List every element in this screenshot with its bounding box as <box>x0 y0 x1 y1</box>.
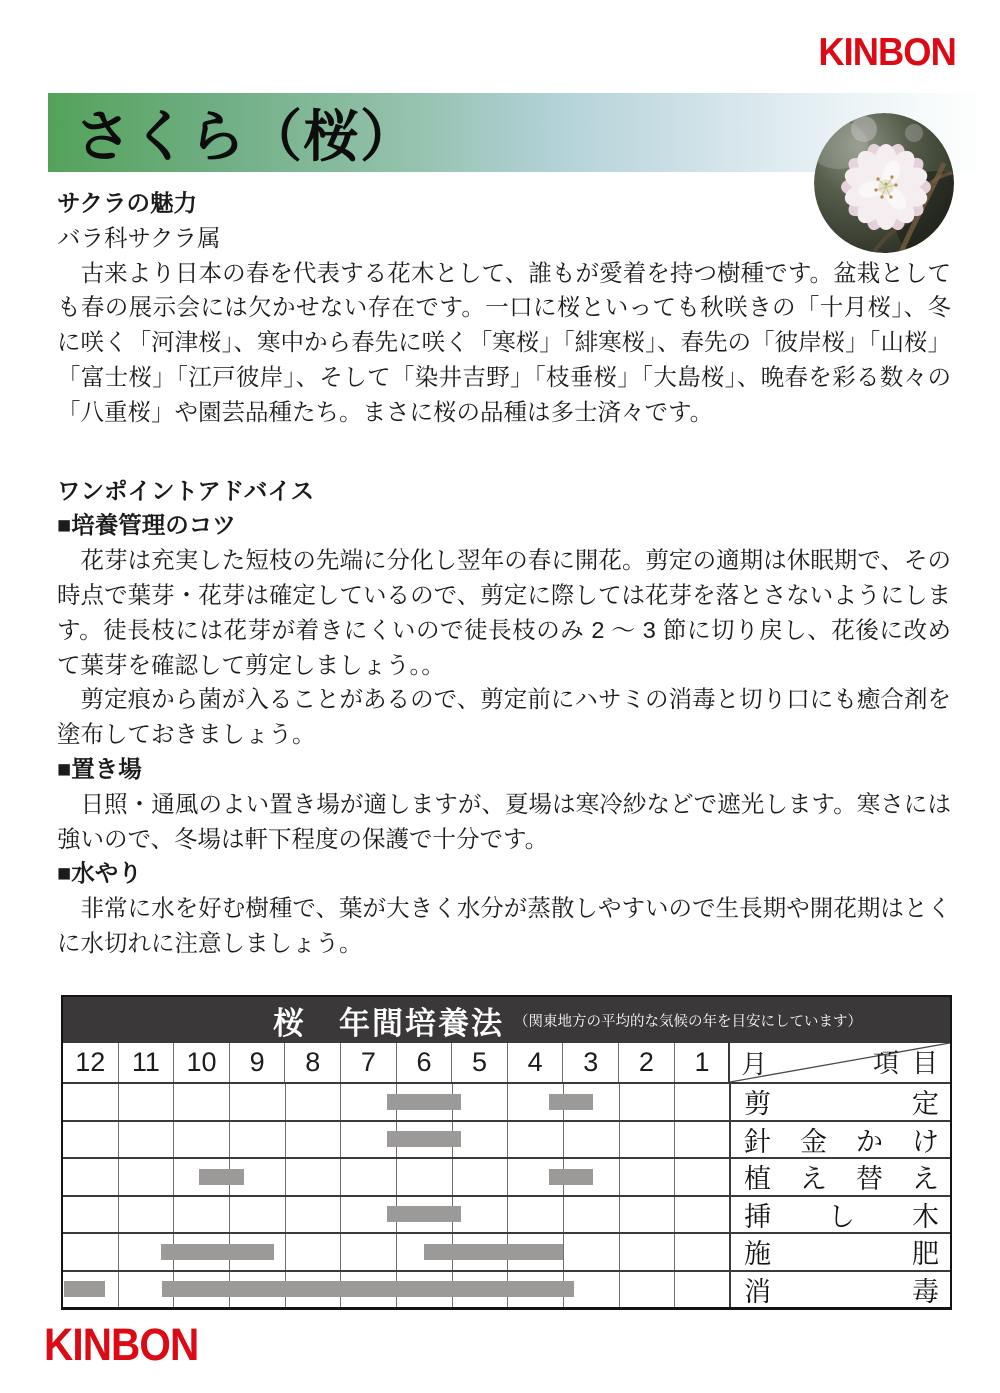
month-header-row <box>63 1043 950 1084</box>
month-cell: 11 <box>119 1043 175 1082</box>
annual-care-table <box>61 995 952 1310</box>
care-row-timeline <box>63 1084 730 1120</box>
care-row-timeline <box>63 1197 730 1233</box>
period-bar <box>199 1169 245 1185</box>
period-bar <box>387 1131 461 1147</box>
month-cell: 5 <box>452 1043 508 1082</box>
page-title: さくら（桜） <box>75 106 417 169</box>
period-bar <box>162 1281 573 1297</box>
intro-paragraph: 古来より日本の春を代表する花木として、誰もが愛着を持つ樹種です。盆栽としても春の展示会には欠かせない存在です。一口に桜といっても秋咲きの「十月桜」、冬に咲く「河津桜」、寒中から春先に咲く「寒桜」「緋寒桜」、春先の「彼岸桜」「山桜」「富士桜」「江戸彼岸」、そして「染井吉野」「枝垂桜」「大島桜」、晩春を彩る数々の「八重桜」や園芸品種たち。まさに桜の品種は多士済々です。 <box>57 259 951 425</box>
section-heading-advice: ワンポイントアドバイス <box>57 477 315 504</box>
section-heading-appeal: サクラの魅力 <box>57 190 198 216</box>
placement-paragraph: 日照・通風のよい置き場が適しますが、夏場は寒冷紗などで遮光します。寒さには強いので、冬場は軒下程度の保護で十分です。 <box>57 790 951 852</box>
care-row-label: 挿 し 木 <box>729 1197 949 1233</box>
care-row-label: 植 え 替 え <box>729 1159 949 1195</box>
care-table-header <box>63 997 950 1043</box>
subheading-care-tips: ■培養管理のコツ <box>57 512 236 539</box>
month-cell: 4 <box>508 1043 564 1082</box>
month-cell: 7 <box>341 1043 397 1082</box>
article-body <box>57 186 951 961</box>
period-bar <box>161 1244 274 1260</box>
care-row <box>63 1120 950 1158</box>
care-row <box>63 1084 950 1120</box>
care-row <box>63 1270 950 1308</box>
care-row-label: 施 肥 <box>729 1234 949 1270</box>
corner-cell <box>728 1043 950 1082</box>
care-row-timeline <box>63 1234 730 1270</box>
watering-paragraph: 非常に水を好む樹種で、葉が大きく水分が蒸散しやすいので生長期や開花期はとくに水切れに注意しましょう。 <box>57 895 951 956</box>
period-bar <box>387 1094 461 1110</box>
care-row-label: 針 金 か け <box>729 1122 949 1158</box>
care-row <box>63 1157 950 1195</box>
care-table-title: 桜 年間培養法 <box>273 1005 504 1041</box>
care-tips-paragraph-2: 剪定痕から菌が入ることがあるので、剪定前にハサミの消毒と切り口にも癒合剤を塗布しておきましょう。 <box>57 686 951 748</box>
care-row-timeline <box>63 1122 730 1158</box>
month-cell: 12 <box>63 1043 119 1082</box>
month-cell: 3 <box>563 1043 619 1082</box>
period-bar <box>64 1281 105 1297</box>
month-cell: 6 <box>397 1043 453 1082</box>
month-cell: 10 <box>174 1043 230 1082</box>
month-cell: 2 <box>619 1043 675 1082</box>
month-cell: 8 <box>285 1043 341 1082</box>
care-row-timeline <box>63 1159 730 1195</box>
month-cells <box>63 1043 729 1082</box>
month-cell: 9 <box>230 1043 286 1082</box>
period-bar <box>549 1094 593 1110</box>
care-rows <box>63 1084 950 1307</box>
month-cell: 1 <box>694 1047 710 1077</box>
care-tips-paragraph-1: 花芽は充実した短枝の先端に分化し翌年の春に開花。剪定の適期は休眠期で、その時点で葉芽・花芽は確定しているので、剪定に際しては花芽を落とさないようにします。徒長枝には花芽が着きにくいので徒長枝のみ 2 ～ 3 節に切り戻し、花後に改めて葉芽を確認して剪定しましょう。。 <box>57 547 951 678</box>
care-table-subtitle: （関東地方の平均的な気候の年を目安にしています） <box>514 1013 862 1030</box>
period-bar <box>387 1206 461 1222</box>
family-line: バラ科サクラ属 <box>57 224 221 251</box>
period-bar <box>424 1244 562 1260</box>
corner-month-label: 月 <box>741 1049 768 1079</box>
care-row-label: 消 毒 <box>729 1272 949 1308</box>
care-row-label: 剪 定 <box>729 1084 949 1120</box>
kinbon-logo-bottom: KINBON <box>44 1319 199 1370</box>
subheading-placement: ■置き場 <box>57 755 142 782</box>
kinbon-logo-top: KINBON <box>818 31 956 74</box>
corner-item-label: 項目 <box>872 1048 951 1078</box>
care-row <box>63 1232 950 1270</box>
care-row <box>63 1195 950 1233</box>
subheading-watering: ■水やり <box>57 860 142 887</box>
period-bar <box>549 1169 593 1185</box>
care-row-timeline <box>63 1272 730 1308</box>
